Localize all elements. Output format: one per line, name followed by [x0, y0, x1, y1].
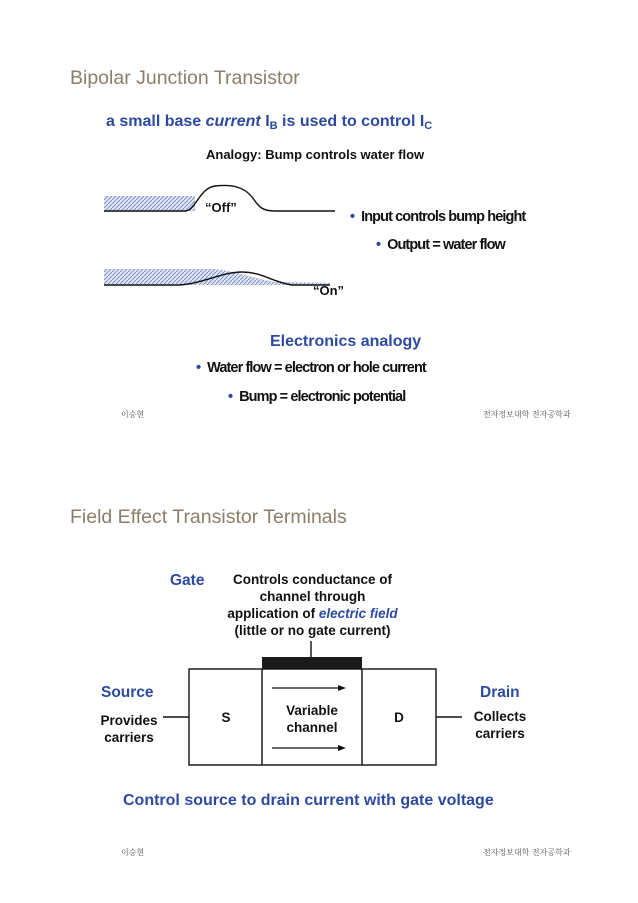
- analogy-caption: Analogy: Bump controls water flow: [206, 147, 425, 162]
- slide2-title: Field Effect Transistor Terminals: [70, 506, 347, 528]
- bullet-water-flow: • Water flow = electron or hole current: [196, 360, 426, 376]
- slide2-footer-dept: 전자정보대학 전자공학과: [483, 848, 571, 857]
- drain-label: Drain: [480, 684, 520, 701]
- slide1-footer-dept: 전자정보대학 전자공학과: [483, 410, 571, 419]
- drain-description: Collects carriers: [473, 709, 527, 741]
- on-label: “On”: [313, 283, 345, 298]
- s-label: S: [221, 710, 231, 725]
- slide2-footer-author: 이승현: [121, 848, 145, 857]
- off-water: [104, 196, 195, 211]
- source-label: Source: [101, 684, 154, 701]
- gate-label: Gate: [170, 572, 205, 589]
- slide1-title: Bipolar Junction Transistor: [70, 67, 300, 89]
- slide1-subtitle: a small base current $I_B$ is used to control $I_C$: [106, 113, 433, 132]
- arrow-top: [338, 685, 346, 691]
- arrow-bottom: [338, 745, 346, 751]
- off-label: “Off”: [205, 200, 237, 215]
- gate-description: Controls conductance of channel through application of electric field (little or no gate current): [227, 572, 398, 638]
- fet-gate-contact: [262, 657, 362, 669]
- bullet-input-controls: • Input controls bump height: [350, 209, 526, 225]
- bullet-bump: • Bump = electronic potential: [228, 389, 406, 405]
- slide1-footer-author: 이승현: [121, 410, 145, 419]
- source-description: Provides carriers: [100, 713, 158, 745]
- conclusion-text: Control source to drain current with gate voltage: [123, 792, 494, 809]
- d-label: D: [394, 710, 404, 725]
- channel-label: Variable channel: [286, 703, 338, 735]
- bullet-output: • Output = water flow: [376, 237, 505, 253]
- electronics-heading: Electronics analogy: [270, 333, 422, 350]
